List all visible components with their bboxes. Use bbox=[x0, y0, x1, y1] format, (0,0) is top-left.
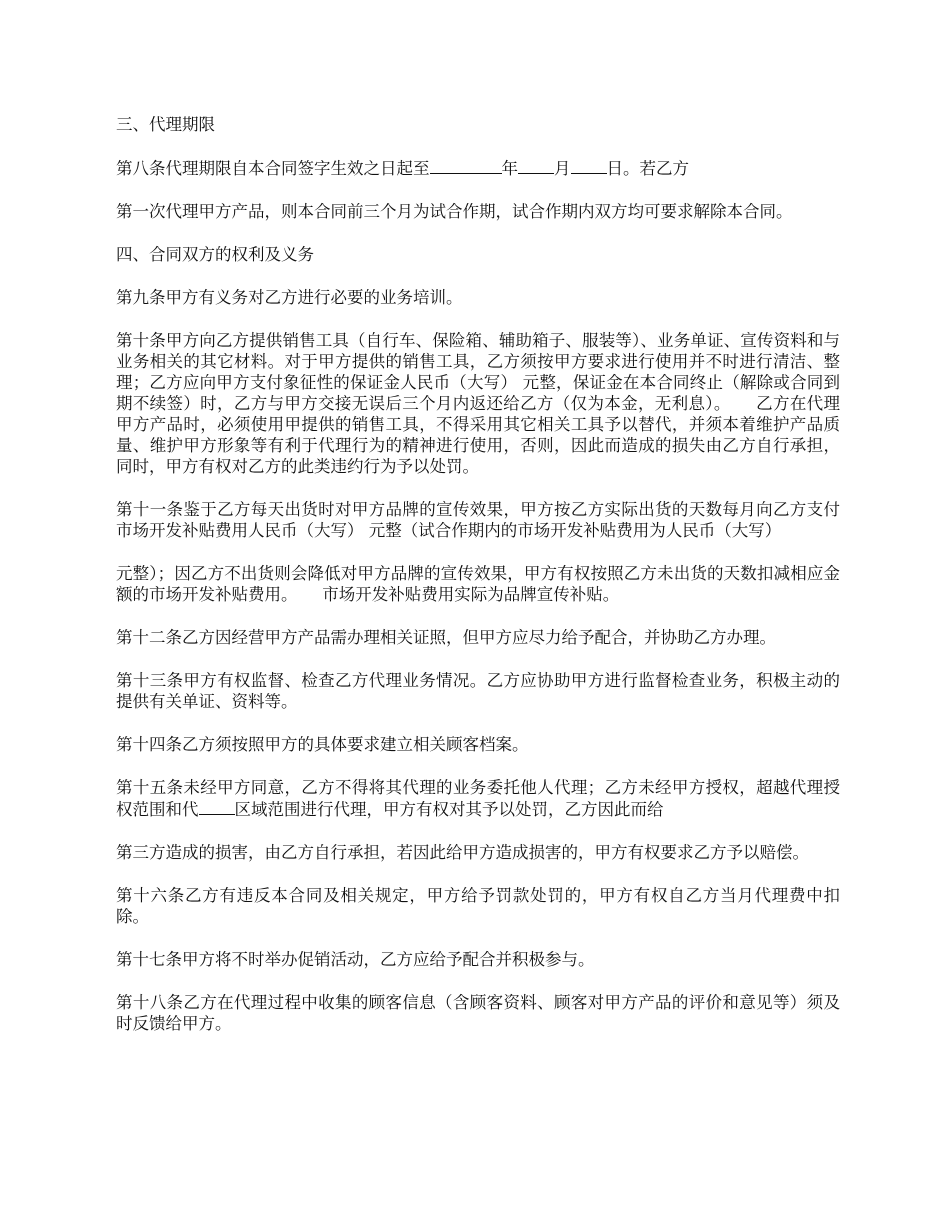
blank-year bbox=[430, 157, 502, 174]
article-14: 第十四条乙方须按照甲方的具体要求建立相关顾客档案。 bbox=[116, 735, 529, 754]
article-13: 第十三条甲方有权监督、检查乙方代理业务情况。乙方应协助甲方进行监督检查业务，积极主动的提供有关单证、资料等。 bbox=[116, 671, 840, 711]
section-heading-rights: 四、合同双方的权利及义务 bbox=[116, 245, 314, 264]
document-page bbox=[116, 114, 840, 1056]
article-9: 第九条甲方有义务对乙方进行必要的业务培训。 bbox=[116, 288, 463, 307]
label-month: 月 bbox=[554, 159, 571, 178]
label-year: 年 bbox=[501, 159, 518, 178]
blank-region bbox=[199, 798, 235, 815]
article-11: 第十一条鉴于乙方每天出货时对甲方品牌的宣传效果，甲方按乙方实际出货的天数每月向乙方支付市场开发补贴费用人民币（大写） 元整（试合作期内的市场开发补贴费用为人民币（大写） bbox=[116, 500, 840, 540]
blank-month bbox=[518, 157, 554, 174]
article-11-continued: 元整）；因乙方不出货则会降低对甲方品牌的宣传效果，甲方有权按照乙方未出货的天数扣减相应金额的市场开发补贴费用。 市场开发补贴费用实际为品牌宣传补贴。 bbox=[116, 564, 840, 604]
section-heading-term: 三、代理期限 bbox=[116, 115, 215, 134]
article-8-text: 第八条代理期限自本合同签字生效之日起至 bbox=[116, 159, 430, 178]
article-10: 第十条甲方向乙方提供销售工具（自行车、保险箱、辅助箱子、服装等）、业务单证、宣传资料和与业务相关的其它材料。对于甲方提供的销售工具，乙方须按甲方要求进行使用并不时进行清洁、整理；乙方应向甲方支付象征性的保证金人民币（大写） 元整，保证金在本合同终止（解除或合同到期不续签）时，乙方与甲方交接无误后三个月内返还给乙方（仅为本金，无利息）。 乙方在代理甲方产品时，必须使用甲提供的销售工具，不得采用其它相关工具予以替代，并须本着维护产品质量、维护甲方形象等有利于代理行为的精神进行使用，否则，因此而造成的损失由乙方自行承担，同时，甲方有权对乙方的此类违约行为予以处罚。 bbox=[116, 331, 840, 476]
article-8 bbox=[116, 157, 840, 179]
article-16: 第十六条乙方有违反本合同及相关规定，甲方给予罚款处罚的，甲方有权自乙方当月代理费中扣除。 bbox=[116, 886, 840, 926]
article-12: 第十二条乙方因经营甲方产品需办理相关证照，但甲方应尽力给予配合，并协助乙方办理。 bbox=[116, 628, 776, 647]
article-15 bbox=[116, 777, 840, 820]
label-day: 日。若乙方 bbox=[606, 159, 689, 178]
article-15-text-end: 区域范围进行代理，甲方有权对其予以处罚，乙方因此而给 bbox=[234, 800, 664, 819]
article-18: 第十八条乙方在代理过程中收集的顾客信息（含顾客资料、顾客对甲方产品的评价和意见等）须及时反馈给甲方。 bbox=[116, 993, 840, 1033]
article-15-text: 第十五条未经甲方同意，乙方不得将其代理的业务委托他人代理；乙方未经甲方授权，超越代理授权范围和代 bbox=[116, 778, 840, 819]
article-15-continued: 第三方造成的损害，由乙方自行承担，若因此给甲方造成损害的，甲方有权要求乙方予以赔偿。 bbox=[116, 843, 809, 862]
article-8-continued: 第一次代理甲方产品，则本合同前三个月为试合作期，试合作期内双方均可要求解除本合同。 bbox=[116, 202, 793, 221]
article-17: 第十七条甲方将不时举办促销活动，乙方应给予配合并积极参与。 bbox=[116, 950, 595, 969]
blank-day bbox=[571, 157, 607, 174]
